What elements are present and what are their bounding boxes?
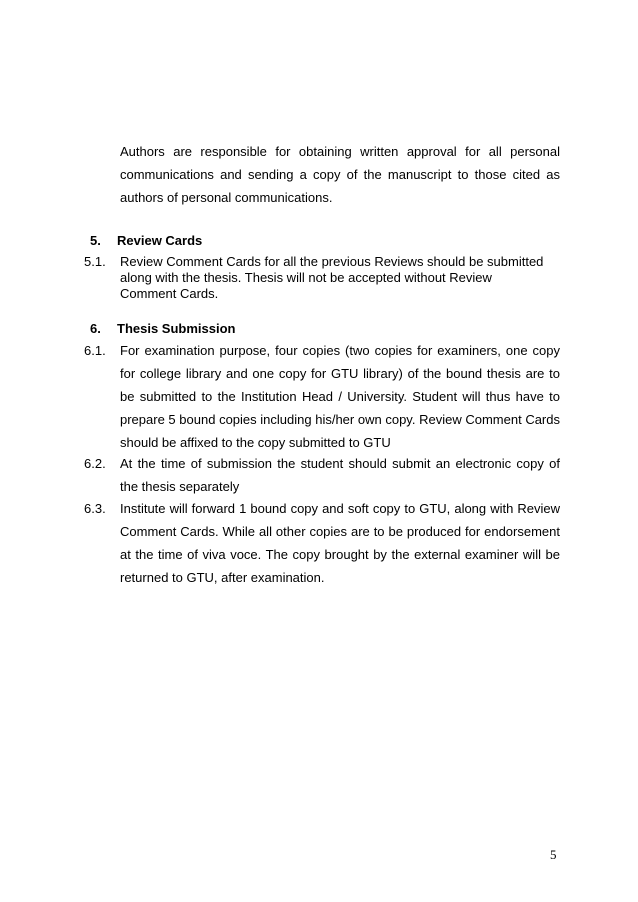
item-number: 6.1. (84, 343, 106, 358)
item-number: 6.3. (84, 501, 106, 516)
section-heading-review-cards (90, 233, 202, 248)
list-item-6-2 (84, 452, 560, 498)
item-number: 5.1. (84, 254, 106, 269)
list-item-6-1 (84, 339, 560, 454)
item-text: Institute will forward 1 bound copy and soft copy to GTU, along with Review Comment Cards. While all other copies are to be produced for endorsement at the time of viva voce. The copy brought by the external examiner will be returned to GTU, after examination. (120, 501, 560, 585)
section-title: Review Cards (117, 233, 203, 248)
item-text: For examination purpose, four copies (two copies for examiners, one copy for college library and one copy for GTU library) of the bound thesis are to be submitted to the Institution Head / University. Student will thus have to prepare 5 bound copies including his/her own copy. Review Comment Cards should be affixed to the copy submitted to GTU (120, 343, 560, 450)
list-item-5-1 (84, 254, 544, 302)
intro-paragraph: Authors are responsible for obtaining written approval for all personal communications and sending a copy of the manuscript to those cited as authors of personal communications. (120, 144, 560, 205)
section-title: Thesis Submission (117, 321, 236, 336)
section-number: 5. (90, 233, 101, 248)
section-heading-thesis-submission (90, 321, 235, 336)
list-item-6-3 (84, 497, 560, 589)
item-number: 6.2. (84, 456, 106, 471)
item-text: At the time of submission the student should submit an electronic copy of the thesis separately (120, 456, 560, 494)
page-number: 5 (550, 847, 557, 862)
item-text: Review Comment Cards for all the previous Reviews should be submitted along with the thesis. Thesis will not be accepted without Review Comment Cards. (120, 254, 544, 301)
section-number: 6. (90, 321, 101, 336)
